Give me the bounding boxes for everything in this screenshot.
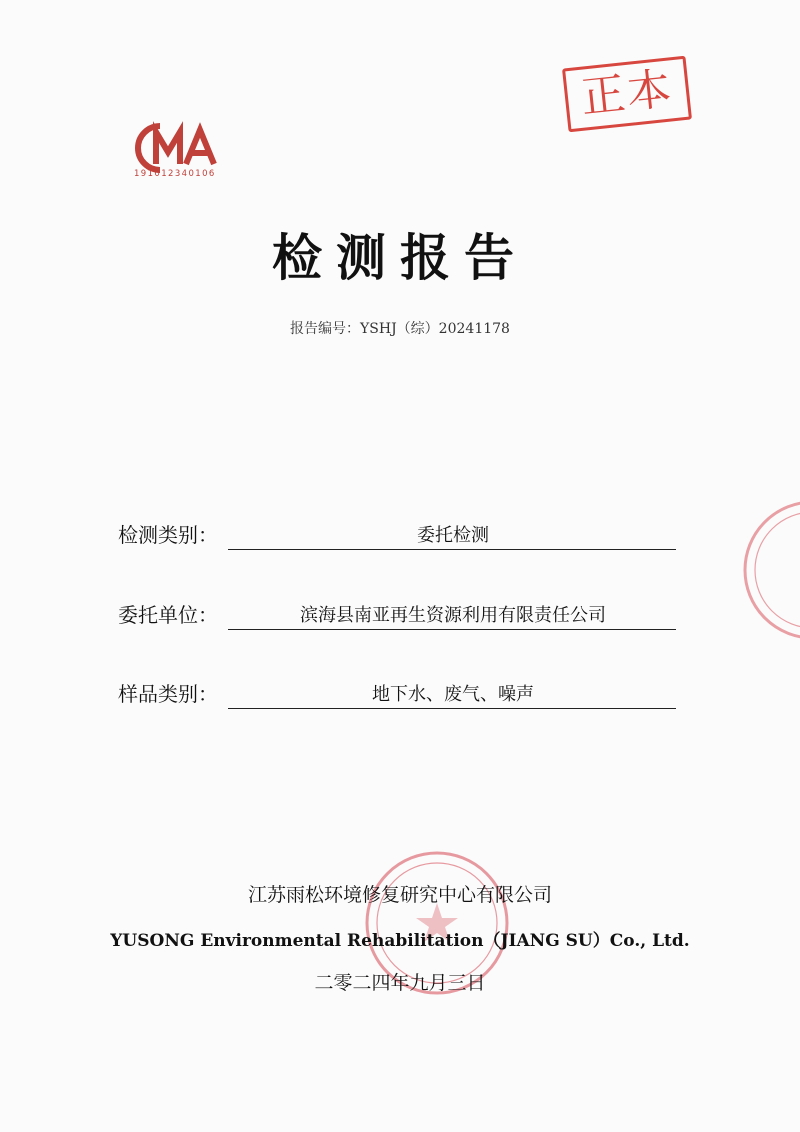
underline: [228, 708, 676, 709]
report-date: 二零二四年九月三日: [314, 972, 486, 994]
page-title: 检测报告: [272, 229, 528, 287]
cma-certificate-code: 191012340106: [134, 169, 216, 179]
underline: [228, 549, 676, 550]
field-label: 样品类别：: [118, 682, 218, 706]
field-value: 委托检测: [417, 525, 489, 546]
field-label: 委托单位：: [118, 603, 218, 627]
original-copy-stamp: [562, 56, 692, 133]
field-value: 地下水、废气、噪声: [372, 684, 534, 705]
field-sample-category: [118, 674, 678, 704]
official-seal-partial: [738, 495, 800, 645]
field-test-category: [118, 515, 678, 545]
field-value: 滨海县南亚再生资源利用有限责任公司: [300, 605, 606, 626]
field-label: 检测类别：: [118, 523, 218, 547]
report-number: 报告编号：YSHJ（综）20241178: [290, 321, 510, 337]
organization-name-cn: 江苏雨松环境修复研究中心有限公司: [247, 884, 552, 906]
field-client: [118, 595, 678, 625]
organization-name-en: YUSONG Environmental Rehabilitation（JIANG SU）Co., Ltd.: [110, 931, 690, 951]
stamp-text: 正本: [578, 63, 676, 124]
underline: [228, 629, 676, 630]
